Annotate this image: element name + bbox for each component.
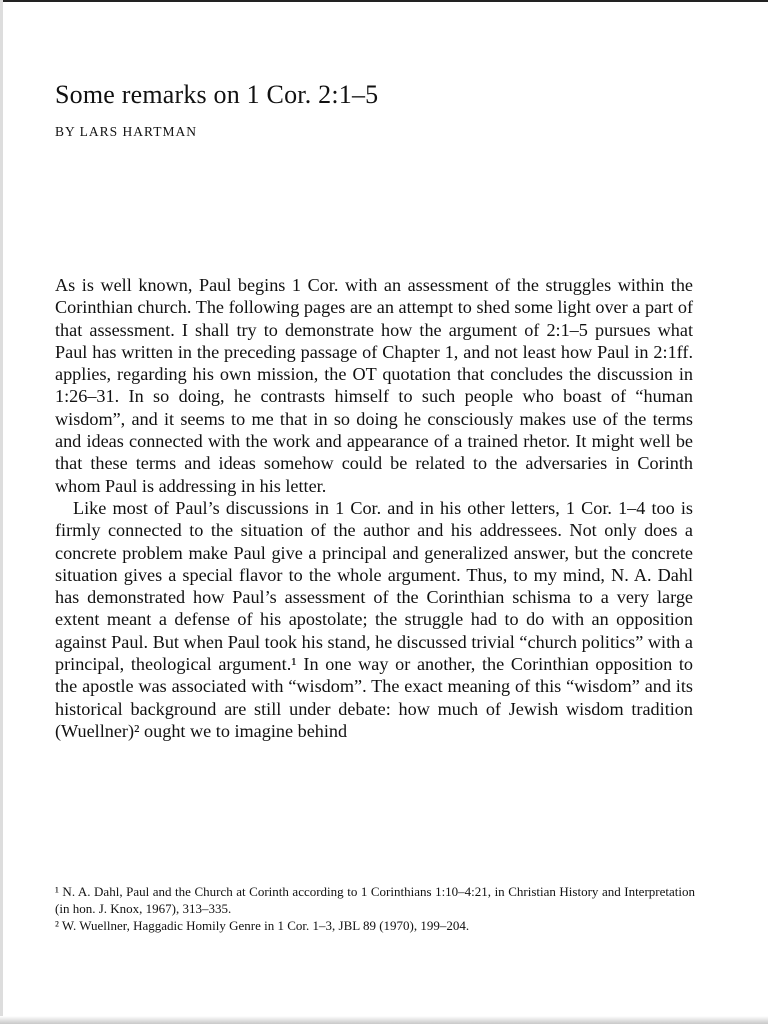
- body-paragraph-1: As is well known, Paul begins 1 Cor. with an assessment of the struggles within the Corinthian church. The following pages are an attempt to shed some light over a part of that assessment. I shall try to demonstrate how the argument of 2:1–5 pursues what Paul has written in the preceding passage of Chapter 1, and not least how Paul in 2:1ff. applies, regarding his own mission, the OT quotation that concludes the discussion in 1:26–31. In so doing, he contrasts himself to such people who boast of “human wisdom”, and it seems to me that in so doing he consciously makes use of the terms and ideas connected with the work and appearance of a trained rhetor. It might well be that these terms and ideas somehow could be related to the adversaries in Corinth whom Paul is addressing in his letter.: [55, 275, 693, 496]
- footnote-2: ² W. Wuellner, Haggadic Homily Genre in 1 Cor. 1–3, JBL 89 (1970), 199–204.: [55, 918, 470, 933]
- page-top-edge: [0, 0, 768, 2]
- page-bottom-edge: [0, 1016, 768, 1024]
- page-left-edge: [0, 0, 3, 1024]
- author-byline: BY LARS HARTMAN: [55, 124, 197, 139]
- article-body: [55, 274, 693, 742]
- body-paragraph-2: Like most of Paul’s discussions in 1 Cor. and in his other letters, 1 Cor. 1–4 too is firmly connected to the situation of the author and his addressees. Not only does a concrete problem make Paul give a principal and generalized answer, but the concrete situation gives a special flavor to the whole argument. Thus, to my mind, N. A. Dahl has demonstrated how Paul’s assessment of the Corinthian schisma to a very large extent meant a defense of his apostolate; the struggle had to do with an opposition against Paul. But when Paul took his stand, he discussed trivial “church politics” with a principal, theological argument.¹ In one way or another, the Corinthian opposition to the apostle was associated with “wisdom”. The exact meaning of this “wisdom” and its historical background are still under debate: how much of Jewish wisdom tradition (Wuellner)² ought we to imagine behind: [55, 497, 693, 741]
- footnote-1: ¹ N. A. Dahl, Paul and the Church at Corinth according to 1 Corinthians 1:10–4:21, in Christian History and Interpretation (in hon. J. Knox, 1967), 313–335.: [55, 884, 695, 916]
- article-title: Some remarks on 1 Cor. 2:1–5: [55, 80, 379, 109]
- footnotes: [55, 883, 695, 934]
